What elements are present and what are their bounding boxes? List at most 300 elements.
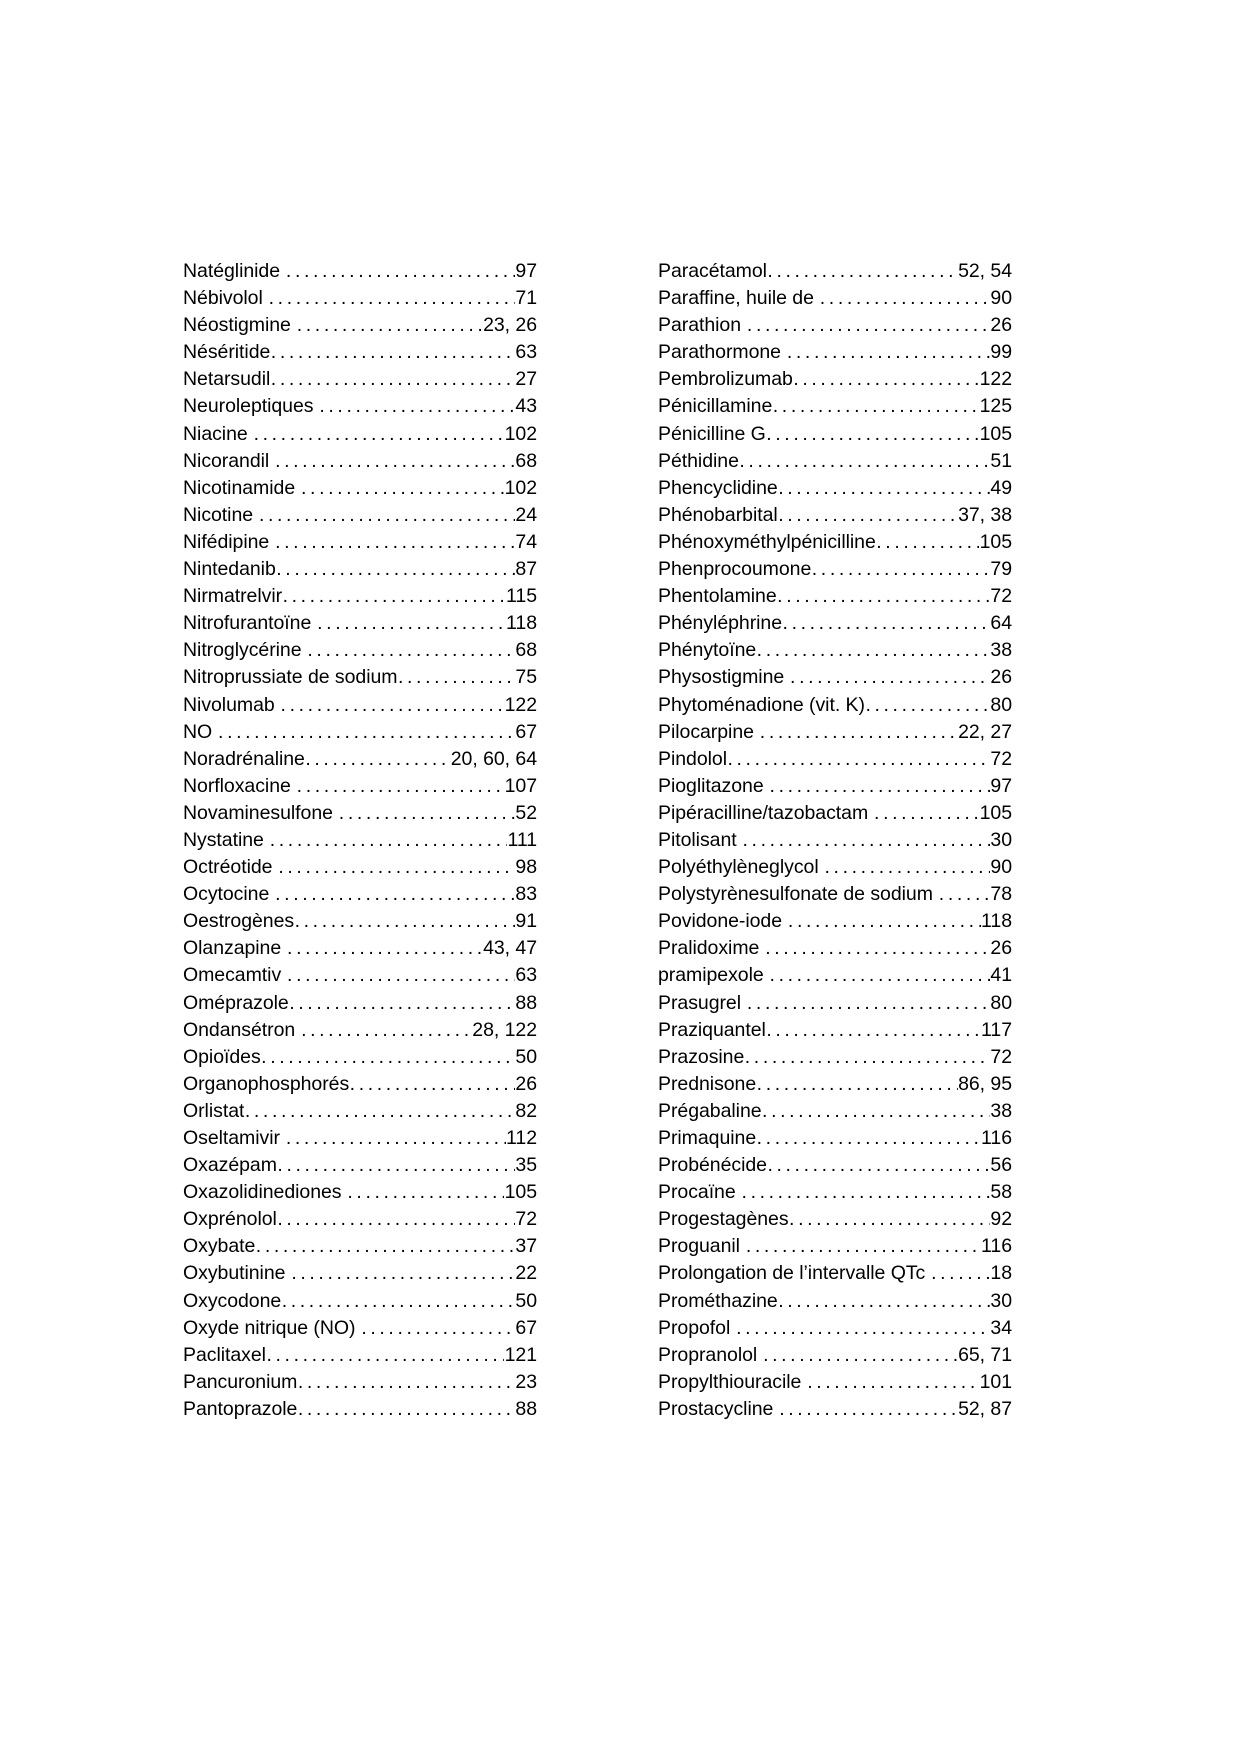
index-entry[interactable] xyxy=(183,529,537,556)
index-entry-term: Opioïdes xyxy=(183,1045,261,1068)
index-entry[interactable] xyxy=(658,1125,1012,1152)
index-entry[interactable] xyxy=(183,1315,537,1342)
dot-leader xyxy=(778,502,957,529)
dot-leader xyxy=(812,556,990,583)
index-entry-page-number: 50 xyxy=(515,1289,537,1312)
dot-leader xyxy=(773,393,979,420)
index-entry-page-number: 75 xyxy=(515,666,537,689)
dot-leader xyxy=(286,1125,506,1152)
dot-leader xyxy=(876,529,979,556)
index-entry-page-number: 115 xyxy=(506,585,537,608)
index-entry-term: Oxybate xyxy=(183,1235,256,1258)
index-entry[interactable] xyxy=(183,1179,537,1206)
index-entry-term: Povidone-iode xyxy=(658,910,783,933)
index-entry-term: Pralidoxime xyxy=(658,937,760,960)
index-entry-term: Prostacycline xyxy=(658,1397,774,1420)
index-entry-term: Phénoxyméthylpénicilline xyxy=(658,530,876,553)
index-entry-term: Pipéracilline/tazobactam xyxy=(658,801,869,824)
index-entry[interactable] xyxy=(658,339,1012,366)
index-entry[interactable] xyxy=(658,935,1012,962)
index-entry[interactable] xyxy=(183,285,537,312)
index-entry-term: Parathormone xyxy=(658,341,781,364)
index-entry[interactable] xyxy=(183,692,537,719)
index-entry-page-number: 30 xyxy=(990,828,1012,851)
index-entry-term: Primaquine xyxy=(658,1127,757,1149)
dot-leader xyxy=(347,1179,504,1206)
dot-leader xyxy=(770,962,990,989)
index-entry-term: Neuroleptiques xyxy=(183,395,314,418)
dot-leader xyxy=(736,1315,990,1342)
index-entry-term: Pénicillamine xyxy=(658,395,773,418)
index-entry[interactable] xyxy=(183,719,537,746)
index-entry-term: Prasugrel xyxy=(658,991,742,1014)
dot-leader xyxy=(787,339,990,366)
dot-leader xyxy=(770,773,990,800)
index-entry-term: Nicotine xyxy=(183,503,254,526)
dot-leader xyxy=(807,1369,979,1396)
dot-leader xyxy=(283,583,506,610)
index-entry-page-number: 43 xyxy=(515,395,537,418)
index-entry-term: Pitolisant xyxy=(658,828,737,851)
index-entry[interactable] xyxy=(658,258,1012,285)
index-entry-page-number: 43, 47 xyxy=(483,937,537,960)
index-entry[interactable] xyxy=(658,1288,1012,1315)
index-entry[interactable] xyxy=(183,1288,537,1315)
index-entry-term: Probénécide xyxy=(658,1154,767,1177)
index-entry[interactable] xyxy=(183,800,537,827)
index-entry[interactable] xyxy=(658,393,1012,420)
index-entry-term: Phytoménadione (vit. K) xyxy=(658,693,865,716)
index-entry-page-number: 41 xyxy=(990,964,1012,987)
index-entry-page-number: 37 xyxy=(515,1235,537,1258)
index-entry-page-number: 58 xyxy=(990,1181,1012,1204)
index-entry-page-number: 30 xyxy=(990,1289,1012,1312)
index-entry[interactable] xyxy=(658,1071,1012,1098)
index-entry-term: Parathion xyxy=(658,314,742,337)
index-entry-page-number: 90 xyxy=(990,287,1012,310)
dot-leader xyxy=(282,1288,515,1315)
index-entry-term: Natéglinide xyxy=(183,260,281,282)
index-entry[interactable] xyxy=(183,1369,537,1396)
dot-leader xyxy=(790,664,990,691)
index-entry[interactable] xyxy=(658,881,1012,908)
index-entry-term: Pioglitazone xyxy=(658,774,764,797)
index-entry[interactable] xyxy=(658,1396,1012,1423)
index-entry[interactable] xyxy=(658,1206,1012,1233)
index-entry-page-number: 23 xyxy=(515,1370,537,1393)
index-entry-term: pramipexole xyxy=(658,964,764,987)
dot-leader xyxy=(269,285,515,312)
index-entry[interactable] xyxy=(658,285,1012,312)
index-entry-page-number: 111 xyxy=(507,828,537,851)
dot-leader xyxy=(361,1315,515,1342)
index-entry[interactable] xyxy=(658,1342,1012,1369)
dot-leader xyxy=(270,827,507,854)
index-entry[interactable] xyxy=(658,692,1012,719)
index-body xyxy=(183,258,1058,1423)
index-entry[interactable] xyxy=(658,1098,1012,1125)
index-entry[interactable] xyxy=(658,1260,1012,1287)
index-entry[interactable] xyxy=(183,1098,537,1125)
index-entry-term: Procaïne xyxy=(658,1181,736,1204)
index-entry-page-number: 64 xyxy=(990,612,1012,635)
index-entry-page-number: 72 xyxy=(990,1045,1012,1068)
index-entry[interactable] xyxy=(183,1125,537,1152)
index-entry[interactable] xyxy=(658,502,1012,529)
index-entry[interactable] xyxy=(183,746,537,773)
index-entry-term: Pindolol xyxy=(658,747,727,770)
index-entry[interactable] xyxy=(183,1206,537,1233)
index-entry-term: Nintedanib xyxy=(183,558,276,581)
dot-leader xyxy=(319,393,515,420)
index-entry-term: Péthidine xyxy=(658,449,739,472)
index-entry[interactable] xyxy=(183,556,537,583)
index-entry[interactable] xyxy=(183,1260,537,1287)
index-entry[interactable] xyxy=(183,502,537,529)
index-entry-page-number: 52, 54 xyxy=(958,260,1012,282)
index-entry[interactable] xyxy=(658,583,1012,610)
index-entry-term: Pembrolizumab xyxy=(658,368,793,391)
index-entry[interactable] xyxy=(183,908,537,935)
index-entry-term: Propylthiouracile xyxy=(658,1370,802,1393)
index-entry[interactable] xyxy=(658,366,1012,393)
dot-leader xyxy=(779,1396,957,1423)
index-entry-page-number: 72 xyxy=(990,747,1012,770)
index-entry-term: Phencyclidine xyxy=(658,476,778,499)
dot-leader xyxy=(254,421,505,448)
index-entry[interactable] xyxy=(183,854,537,881)
index-entry-term: Oxyde nitrique (NO) xyxy=(183,1316,356,1339)
index-entry-term: Omecamtiv xyxy=(183,964,282,987)
index-entry[interactable] xyxy=(183,1044,537,1071)
index-entry-page-number: 125 xyxy=(979,395,1012,418)
index-entry-page-number: 112 xyxy=(506,1127,537,1149)
index-entry[interactable] xyxy=(658,773,1012,800)
right-column xyxy=(658,258,1012,1423)
index-entry-term: Oxybutinine xyxy=(183,1262,286,1285)
index-entry-term: Nifédipine xyxy=(183,530,270,553)
index-entry-term: Pilocarpine xyxy=(658,720,754,743)
index-entry-term: Ondansétron xyxy=(183,1018,296,1041)
index-entry-term: Nivolumab xyxy=(183,693,275,716)
index-entry-term: Phényléphrine xyxy=(658,612,783,635)
dot-leader xyxy=(218,719,515,746)
index-entry[interactable] xyxy=(658,1152,1012,1179)
index-entry-term: Prégabaline xyxy=(658,1099,762,1122)
index-entry-term: Néséritide xyxy=(183,341,271,364)
dot-leader xyxy=(261,1044,515,1071)
index-entry[interactable] xyxy=(183,990,537,1017)
index-entry-term: Ocytocine xyxy=(183,883,270,906)
dot-leader xyxy=(286,258,515,285)
dot-leader xyxy=(743,827,990,854)
index-entry[interactable] xyxy=(183,583,537,610)
index-entry-page-number: 116 xyxy=(981,1127,1012,1149)
index-entry[interactable] xyxy=(658,719,1012,746)
index-entry-term: Phentolamine xyxy=(658,585,777,608)
index-entry-page-number: 51 xyxy=(990,449,1012,472)
index-entry-page-number: 71 xyxy=(515,287,537,310)
index-entry[interactable] xyxy=(183,1017,537,1044)
index-entry-page-number: 37, 38 xyxy=(958,503,1012,526)
index-entry-page-number: 67 xyxy=(515,720,537,743)
index-entry[interactable] xyxy=(658,962,1012,989)
index-entry-term: Phénobarbital xyxy=(658,503,778,526)
index-entry-page-number: 67 xyxy=(515,1316,537,1339)
dot-leader xyxy=(757,1071,958,1098)
dot-leader xyxy=(275,529,515,556)
index-entry[interactable] xyxy=(183,1233,537,1260)
index-entry[interactable] xyxy=(183,664,537,691)
index-entry[interactable] xyxy=(183,637,537,664)
dot-leader xyxy=(778,1288,990,1315)
index-entry-page-number: 34 xyxy=(990,1316,1012,1339)
index-entry-page-number: 118 xyxy=(981,910,1012,933)
dot-leader xyxy=(298,1369,515,1396)
index-entry-term: Polystyrènesulfonate de sodium xyxy=(658,883,933,906)
dot-leader xyxy=(350,1071,515,1098)
dot-leader xyxy=(271,339,515,366)
index-entry[interactable] xyxy=(658,1315,1012,1342)
index-entry-page-number: 82 xyxy=(515,1099,537,1122)
index-entry[interactable] xyxy=(183,312,537,339)
index-entry-page-number: 88 xyxy=(515,991,537,1014)
index-entry-term: Nitroprussiate de sodium xyxy=(183,666,398,689)
index-entry[interactable] xyxy=(183,448,537,475)
index-entry-term: Praziquantel xyxy=(658,1018,766,1041)
index-entry-page-number: 68 xyxy=(515,449,537,472)
dot-leader xyxy=(289,990,515,1017)
dot-leader xyxy=(789,1206,990,1233)
index-entry[interactable] xyxy=(183,1152,537,1179)
index-entry[interactable] xyxy=(183,258,537,285)
index-entry-page-number: 22, 27 xyxy=(958,720,1012,743)
dot-leader xyxy=(275,881,515,908)
index-entry[interactable] xyxy=(183,421,537,448)
index-entry[interactable] xyxy=(658,800,1012,827)
dot-leader xyxy=(281,692,505,719)
dot-leader xyxy=(271,366,515,393)
dot-leader xyxy=(739,448,990,475)
dot-leader xyxy=(767,258,957,285)
index-entry-term: Noradrénaline xyxy=(183,747,305,770)
index-entry-term: Proguanil xyxy=(658,1235,740,1258)
dot-leader xyxy=(767,1152,989,1179)
dot-leader xyxy=(760,719,958,746)
index-entry-term: Propranolol xyxy=(658,1343,758,1366)
dot-leader xyxy=(256,1233,515,1260)
index-entry[interactable] xyxy=(658,854,1012,881)
index-entry-page-number: 83 xyxy=(515,883,537,906)
index-entry[interactable] xyxy=(183,339,537,366)
index-entry[interactable] xyxy=(183,962,537,989)
index-entry-page-number: 88 xyxy=(515,1397,537,1420)
index-entry[interactable] xyxy=(183,1396,537,1423)
index-entry[interactable] xyxy=(658,312,1012,339)
dot-leader xyxy=(874,800,979,827)
index-entry[interactable] xyxy=(183,475,537,502)
index-entry-term: Prométhazine xyxy=(658,1289,778,1312)
dot-leader xyxy=(757,1125,981,1152)
index-entry-page-number: 102 xyxy=(504,422,537,445)
dot-leader xyxy=(277,1206,515,1233)
index-entry-term: Oxazépam xyxy=(183,1154,277,1177)
index-entry[interactable] xyxy=(658,1233,1012,1260)
index-entry-term: Paclitaxel xyxy=(183,1343,266,1366)
index-entry-page-number: 99 xyxy=(990,341,1012,364)
index-entry-term: Nicorandil xyxy=(183,449,270,472)
dot-leader xyxy=(276,556,515,583)
dot-leader xyxy=(245,1098,515,1125)
index-entry[interactable] xyxy=(658,421,1012,448)
dot-leader xyxy=(301,1017,472,1044)
dot-leader xyxy=(275,448,515,475)
dot-leader xyxy=(788,908,981,935)
index-entry-page-number: 97 xyxy=(990,774,1012,797)
index-entry[interactable] xyxy=(658,529,1012,556)
index-entry[interactable] xyxy=(658,637,1012,664)
index-entry-term: Organophosphorés xyxy=(183,1072,350,1095)
index-entry-page-number: 121 xyxy=(504,1343,537,1366)
dot-leader xyxy=(297,773,504,800)
index-entry[interactable] xyxy=(658,448,1012,475)
index-entry[interactable] xyxy=(658,1179,1012,1206)
dot-leader xyxy=(287,962,515,989)
index-entry-term: Prednisone xyxy=(658,1072,757,1095)
index-entry-term: Nitrofurantoïne xyxy=(183,612,312,635)
index-entry-page-number: 122 xyxy=(504,693,537,716)
index-entry[interactable] xyxy=(183,366,537,393)
index-entry-page-number: 105 xyxy=(979,801,1012,824)
index-entry-term: Niacine xyxy=(183,422,248,445)
index-entry-page-number: 105 xyxy=(979,422,1012,445)
index-entry[interactable] xyxy=(183,935,537,962)
index-entry[interactable] xyxy=(183,881,537,908)
index-entry[interactable] xyxy=(658,1369,1012,1396)
dot-leader xyxy=(766,1017,980,1044)
dot-leader xyxy=(287,935,483,962)
index-entry-term: Oxazolidinediones xyxy=(183,1181,342,1204)
dot-leader xyxy=(317,610,505,637)
index-entry[interactable] xyxy=(658,746,1012,773)
index-entry-page-number: 105 xyxy=(504,1181,537,1204)
dot-leader xyxy=(339,800,515,827)
index-entry-page-number: 102 xyxy=(504,476,537,499)
dot-leader xyxy=(825,854,990,881)
index-entry-term: Oseltamivir xyxy=(183,1127,280,1149)
index-entry-page-number: 80 xyxy=(990,693,1012,716)
index-entry[interactable] xyxy=(183,773,537,800)
index-entry-page-number: 74 xyxy=(515,530,537,553)
dot-leader xyxy=(939,881,990,908)
index-entry-term: Progestagènes xyxy=(658,1208,789,1231)
dot-leader xyxy=(727,746,989,773)
index-entry-page-number: 20, 60, 64 xyxy=(450,747,537,770)
dot-leader xyxy=(778,475,990,502)
index-entry[interactable] xyxy=(183,393,537,420)
index-entry-page-number: 107 xyxy=(504,774,537,797)
dot-leader xyxy=(398,664,515,691)
index-entry-page-number: 116 xyxy=(981,1235,1012,1258)
index-entry[interactable] xyxy=(658,990,1012,1017)
index-entry-page-number: 86, 95 xyxy=(958,1072,1012,1095)
index-entry[interactable] xyxy=(658,908,1012,935)
index-entry-page-number: 52 xyxy=(515,801,537,824)
index-entry[interactable] xyxy=(658,610,1012,637)
index-entry-term: Pénicilline G xyxy=(658,422,766,445)
index-entry-term: Physostigmine xyxy=(658,666,785,689)
index-entry-page-number: 26 xyxy=(515,1072,537,1095)
index-entry-term: Olanzapine xyxy=(183,937,282,960)
index-entry-page-number: 117 xyxy=(981,1018,1012,1041)
index-entry[interactable] xyxy=(183,827,537,854)
index-entry-term: Pancuronium xyxy=(183,1370,298,1393)
index-entry-term: Nicotinamide xyxy=(183,476,296,499)
index-entry-term: Netarsudil xyxy=(183,368,271,391)
index-entry-term: Polyéthylèneglycol xyxy=(658,856,819,879)
index-entry-page-number: 56 xyxy=(990,1154,1012,1177)
index-entry[interactable] xyxy=(658,556,1012,583)
index-entry-term: Paraffine, huile de xyxy=(658,287,814,310)
index-entry-page-number: 22 xyxy=(515,1262,537,1285)
dot-leader xyxy=(747,990,990,1017)
index-entry-page-number: 118 xyxy=(506,612,537,635)
dot-leader xyxy=(259,502,515,529)
dot-leader xyxy=(301,475,504,502)
index-entry-term: Novaminesulfone xyxy=(183,801,333,824)
index-entry-page-number: 38 xyxy=(990,1099,1012,1122)
dot-leader xyxy=(742,1179,990,1206)
dot-leader xyxy=(777,583,990,610)
index-entry-term: Prolongation de l’intervalle QTc xyxy=(658,1262,926,1285)
dot-leader xyxy=(745,1044,990,1071)
dot-leader xyxy=(297,312,483,339)
index-entry-term: Nitroglycérine xyxy=(183,639,302,662)
index-entry-page-number: 90 xyxy=(990,856,1012,879)
index-entry-page-number: 97 xyxy=(515,260,537,282)
left-column xyxy=(183,258,537,1423)
index-entry-page-number: 68 xyxy=(515,639,537,662)
index-entry-page-number: 105 xyxy=(979,530,1012,553)
index-entry[interactable] xyxy=(658,1017,1012,1044)
index-entry[interactable] xyxy=(658,475,1012,502)
index-entry-page-number: 91 xyxy=(515,910,537,933)
dot-leader xyxy=(766,421,979,448)
index-entry-term: Norfloxacine xyxy=(183,774,291,797)
dot-leader xyxy=(295,908,515,935)
index-entry-term: Pantoprazole xyxy=(183,1397,298,1420)
dot-leader xyxy=(793,366,979,393)
index-entry-page-number: 63 xyxy=(515,964,537,987)
index-entry[interactable] xyxy=(183,1071,537,1098)
index-entry-term: Paracétamol xyxy=(658,260,767,282)
index-entry-term: Nystatine xyxy=(183,828,264,851)
index-entry-term: Néostigmine xyxy=(183,314,291,337)
index-entry-page-number: 35 xyxy=(515,1154,537,1177)
index-entry[interactable] xyxy=(183,610,537,637)
index-entry-page-number: 101 xyxy=(979,1370,1012,1393)
index-entry[interactable] xyxy=(658,1044,1012,1071)
index-entry[interactable] xyxy=(658,827,1012,854)
index-entry-page-number: 52, 87 xyxy=(958,1397,1012,1420)
index-entry[interactable] xyxy=(183,1342,537,1369)
index-entry[interactable] xyxy=(658,664,1012,691)
index-entry-page-number: 87 xyxy=(515,558,537,581)
index-entry-page-number: 79 xyxy=(990,558,1012,581)
index-entry-page-number: 80 xyxy=(990,991,1012,1014)
index-entry-page-number: 26 xyxy=(990,666,1012,689)
index-entry-page-number: 72 xyxy=(990,585,1012,608)
